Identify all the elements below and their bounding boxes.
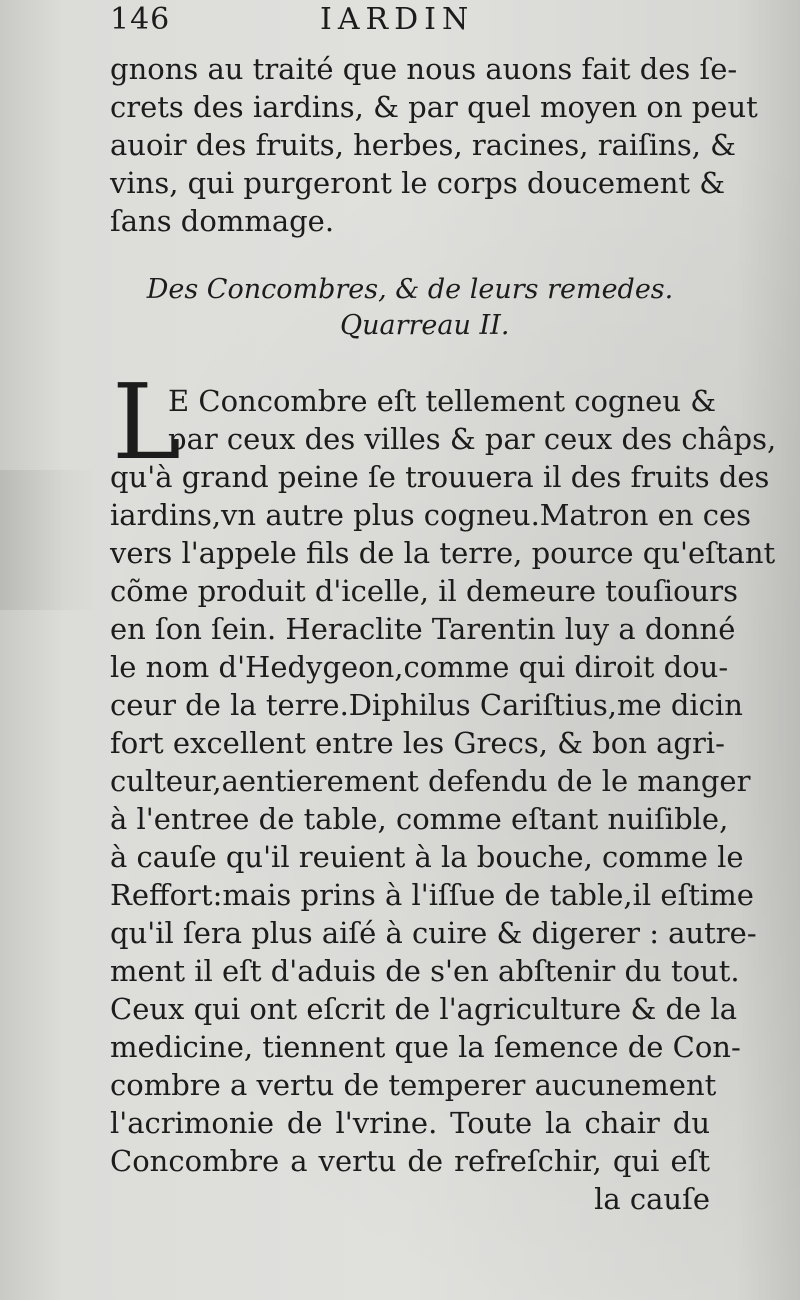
running-head: IARDIN xyxy=(320,2,475,37)
body-line: medicine, tiennent que la ſemence de Con- xyxy=(110,1030,741,1064)
body-line: à cauſe qu'il reuient à la bouche, comme le xyxy=(110,840,744,874)
section-heading: Des Concombres, & de leurs remedes. xyxy=(146,274,674,305)
body-line: Reffort:mais prins à l'iſſue de table,il eſtime xyxy=(110,878,754,912)
intro-line: vins, qui purgeront le corps doucement & xyxy=(110,166,726,200)
intro-line: gnons au traité que nous auons fait des ſe- xyxy=(110,52,738,86)
body-line: iardins,vn autre plus cogneu.Matron en ces xyxy=(110,498,752,532)
body-line: qu'il ſera plus aiſé à cuire & digerer : autre- xyxy=(110,916,757,950)
body-line: Concombre a vertu de refreſchir, qui eſt xyxy=(110,1144,710,1178)
intro-line: crets des iardins, & par quel moyen on peut xyxy=(110,90,758,124)
margin-shadow xyxy=(0,470,100,610)
body-line: ment il eſt d'aduis de s'en abſtenir du tout. xyxy=(110,954,740,988)
body-line: en ſon ſein. Heraclite Tarentin luy a donné xyxy=(110,612,736,646)
body-line: Ceux qui ont eſcrit de l'agriculture & de la xyxy=(110,992,737,1026)
page-header xyxy=(110,2,710,46)
section-subheading: Quarreau II. xyxy=(340,310,510,341)
body-line: l'acrimonie de l'vrine. Toute la chair du xyxy=(110,1106,710,1140)
body-line: le nom d'Hedygeon,comme qui diroit dou- xyxy=(110,650,729,684)
intro-line: ſans dommage. xyxy=(110,204,335,238)
body-line: par ceux des villes & par ceux des châps, xyxy=(168,422,777,456)
body-line: ceur de la terre.Diphilus Cariſtius,me dicin xyxy=(110,688,743,722)
catchword: la cauſe xyxy=(594,1182,710,1216)
body-line: fort excellent entre les Grecs, & bon agri- xyxy=(110,726,725,760)
body-line: combre a vertu de temperer aucunement xyxy=(110,1068,717,1102)
drop-cap: L xyxy=(112,361,182,483)
intro-line: auoir des fruits, herbes, racines, raiſins, & xyxy=(110,128,736,162)
body-line: vers l'appele fils de la terre, pource qu'eſtant xyxy=(110,536,776,570)
body-line: à l'entree de table, comme eſtant nuiſible, xyxy=(110,802,729,836)
body-line: cõme produit d'icelle, il demeure touſiours xyxy=(110,574,738,608)
body-line: culteur,aentierement defendu de le manger xyxy=(110,764,751,798)
body-line: E Concombre eſt tellement cogneu & xyxy=(168,384,717,418)
body-line: qu'à grand peine ſe trouuera il des fruits des xyxy=(110,460,770,494)
page-number: 146 xyxy=(110,2,171,37)
